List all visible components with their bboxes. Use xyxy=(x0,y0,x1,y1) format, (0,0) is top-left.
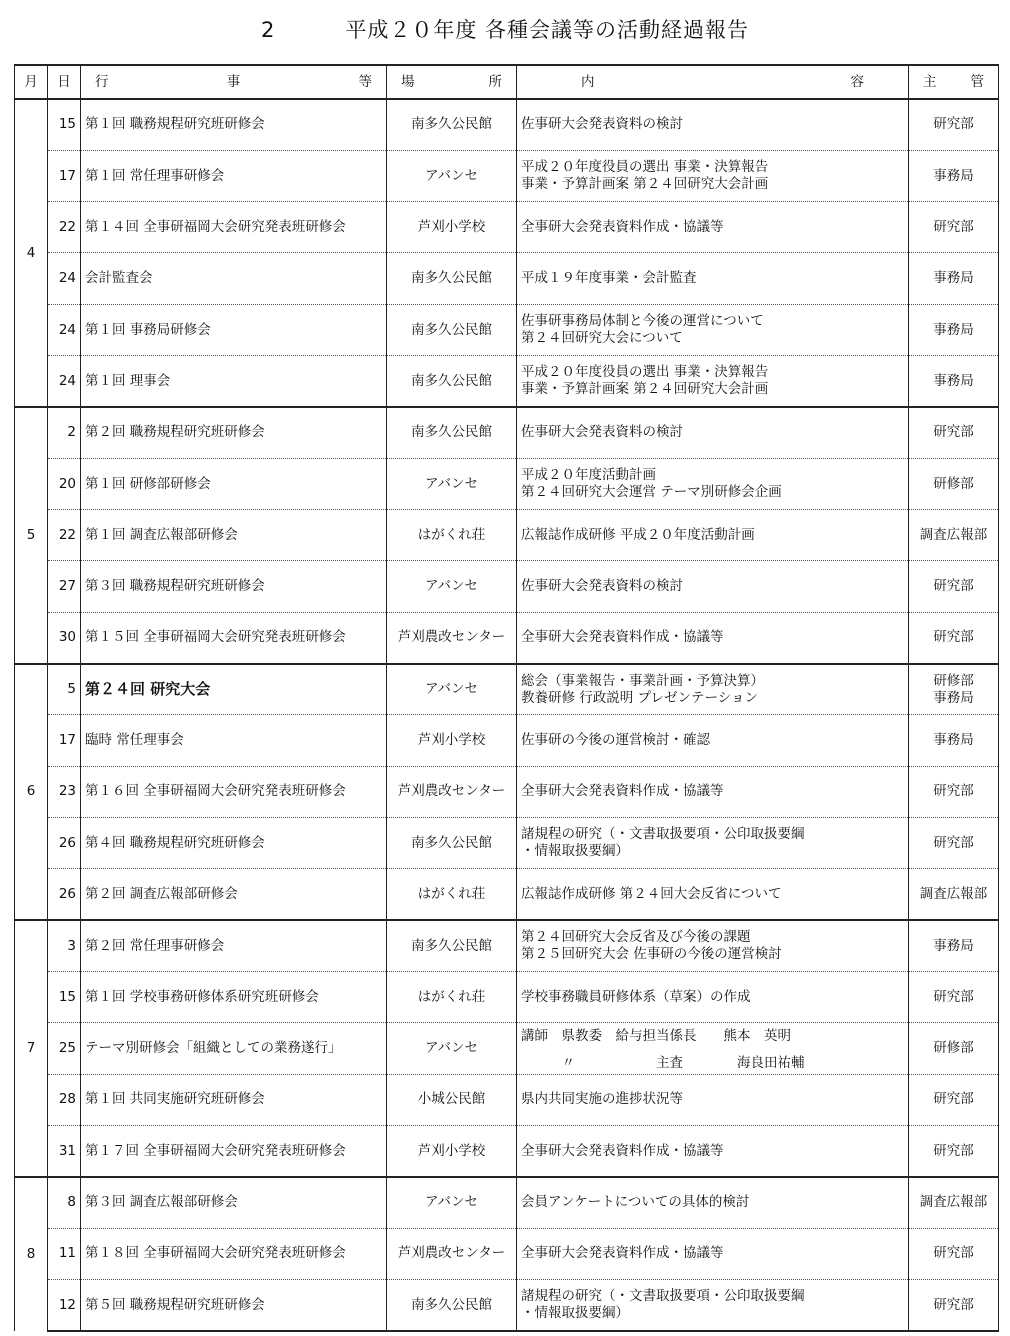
content-line: 平成２０年度役員の選出 事業・決算報告 xyxy=(521,159,769,176)
table-row xyxy=(15,253,999,304)
location-cell: 芦刈小学校 xyxy=(387,1126,517,1177)
content-line: 広報誌作成研修 平成２０年度活動計画 xyxy=(521,526,755,543)
content-line: 全事研大会発表資料作成・協議等 xyxy=(521,218,724,235)
location-cell: 芦刈農改センター xyxy=(387,766,517,817)
day-cell: 22 xyxy=(48,510,81,561)
content-cell xyxy=(517,356,909,407)
organizer-name: 研究部 xyxy=(933,1142,974,1159)
event-cell: 第３回 調査広報部研修会 xyxy=(81,1177,387,1228)
location-cell: 南多久公民館 xyxy=(387,920,517,971)
report-body xyxy=(15,99,999,1331)
header-event-char: 等 xyxy=(358,73,372,90)
content-line: 全事研大会発表資料作成・協議等 xyxy=(521,1142,724,1159)
location-cell: アバンセ xyxy=(387,561,517,612)
organizer-cell xyxy=(909,99,999,150)
table-row xyxy=(15,458,999,509)
day-cell: 8 xyxy=(48,1177,81,1228)
content-line: 平成１９年度事業・会計監査 xyxy=(521,270,697,287)
header-location xyxy=(387,65,517,99)
content-line: 諸規程の研究（・文書取扱要項・公印取扱要綱 xyxy=(521,1288,805,1305)
organizer-name: 研究部 xyxy=(933,1245,974,1262)
event-cell: 第１回 事務局研修会 xyxy=(81,304,387,355)
organizer-cell xyxy=(909,458,999,509)
organizer-name: 事務局 xyxy=(933,689,974,706)
organizer-name: 調査広報部 xyxy=(919,526,988,543)
table-row xyxy=(15,1177,999,1228)
organizer-cell xyxy=(909,510,999,561)
event-cell: 第１回 理事会 xyxy=(81,356,387,407)
organizer-cell xyxy=(909,1228,999,1279)
organizer-cell xyxy=(909,304,999,355)
content-cell xyxy=(517,510,909,561)
header-content-char: 容 xyxy=(850,73,864,90)
organizer-cell xyxy=(909,766,999,817)
event-cell: 第１回 学校事務研修体系研究班研修会 xyxy=(81,972,387,1023)
location-cell: はがくれ荘 xyxy=(387,510,517,561)
location-cell: はがくれ荘 xyxy=(387,972,517,1023)
content-cell xyxy=(517,920,909,971)
organizer-cell xyxy=(909,1280,999,1331)
organizer-cell xyxy=(909,356,999,407)
organizer-name: 事務局 xyxy=(933,732,974,749)
content-line: ・情報取扱要綱） xyxy=(521,1304,629,1321)
day-cell: 26 xyxy=(48,869,81,920)
event-cell: 臨時 常任理事会 xyxy=(81,715,387,766)
day-cell: 31 xyxy=(48,1126,81,1177)
organizer-name: 研究部 xyxy=(933,1091,974,1108)
content-cell xyxy=(517,253,909,304)
day-cell: 22 xyxy=(48,202,81,253)
event-cell: 第２回 常任理事研修会 xyxy=(81,920,387,971)
content-line: 総会（事業報告・事業計画・予算決算） xyxy=(521,672,764,689)
header-event xyxy=(81,65,387,99)
table-row xyxy=(15,818,999,869)
event-cell: 第２４回 研究大会 xyxy=(81,664,387,715)
content-line: 平成２０年度役員の選出 事業・決算報告 xyxy=(521,364,769,381)
table-row xyxy=(15,202,999,253)
location-cell: 南多久公民館 xyxy=(387,99,517,150)
location-cell: 南多久公民館 xyxy=(387,253,517,304)
organizer-name: 研修部 xyxy=(933,1040,974,1057)
organizer-name: 研究部 xyxy=(933,783,974,800)
location-cell: 小城公民館 xyxy=(387,1074,517,1125)
organizer-cell xyxy=(909,1177,999,1228)
organizer-cell xyxy=(909,1023,999,1074)
day-cell: 11 xyxy=(48,1228,81,1279)
content-line: 佐事研大会発表資料の検討 xyxy=(521,116,683,133)
content-cell xyxy=(517,1228,909,1279)
organizer-name: 研修部 xyxy=(933,475,974,492)
header-content xyxy=(517,65,909,99)
content-line: 県内共同実施の進捗状況等 xyxy=(521,1091,683,1108)
header-row xyxy=(15,65,999,99)
header-organizer xyxy=(909,65,999,99)
activity-report-table xyxy=(14,64,999,1332)
organizer-name: 研究部 xyxy=(933,116,974,133)
table-row xyxy=(15,920,999,971)
content-line: 佐事研大会発表資料の検討 xyxy=(521,424,683,441)
day-cell: 23 xyxy=(48,766,81,817)
table-row xyxy=(15,715,999,766)
location-cell: はがくれ荘 xyxy=(387,869,517,920)
location-cell: アバンセ xyxy=(387,458,517,509)
organizer-cell xyxy=(909,818,999,869)
organizer-name: 事務局 xyxy=(933,372,974,389)
day-cell: 30 xyxy=(48,612,81,663)
table-row xyxy=(15,304,999,355)
day-cell: 24 xyxy=(48,253,81,304)
content-cell xyxy=(517,99,909,150)
page-title xyxy=(0,14,1010,44)
title-text: 平成２０年度 各種会議等の活動経過報告 xyxy=(345,18,750,42)
day-cell: 17 xyxy=(48,715,81,766)
content-line: 第２５回研究大会 佐事研の今後の運営検討 xyxy=(521,946,782,963)
organizer-name: 調査広報部 xyxy=(919,1194,988,1211)
content-line: 会員アンケートについての具体的検討 xyxy=(521,1194,750,1211)
organizer-cell xyxy=(909,407,999,458)
content-cell xyxy=(517,1126,909,1177)
table-row xyxy=(15,766,999,817)
content-cell xyxy=(517,869,909,920)
organizer-cell xyxy=(909,202,999,253)
header-event-char: 行 xyxy=(95,73,109,90)
event-cell: テーマ別研修会「組織としての業務遂行」 xyxy=(81,1023,387,1074)
content-line: 事業・予算計画案 第２４回研究大会計画 xyxy=(521,381,769,398)
header-location-char: 所 xyxy=(488,73,502,90)
header-day: 日 xyxy=(48,65,81,99)
organizer-name: 調査広報部 xyxy=(919,885,988,902)
event-cell: 第２回 調査広報部研修会 xyxy=(81,869,387,920)
event-cell: 第５回 職務規程研究班研修会 xyxy=(81,1280,387,1331)
location-cell: 芦刈小学校 xyxy=(387,715,517,766)
table-row xyxy=(15,612,999,663)
event-cell: 第１５回 全事研福岡大会研究発表班研修会 xyxy=(81,612,387,663)
table-row xyxy=(15,869,999,920)
content-cell xyxy=(517,1177,909,1228)
day-cell: 24 xyxy=(48,356,81,407)
event-cell: 第１回 職務規程研究班研修会 xyxy=(81,99,387,150)
location-cell: アバンセ xyxy=(387,664,517,715)
event-cell: 第１８回 全事研福岡大会研究発表班研修会 xyxy=(81,1228,387,1279)
content-line: 事業・予算計画案 第２４回研究大会計画 xyxy=(521,175,769,192)
organizer-name: 事務局 xyxy=(933,321,974,338)
organizer-name: 事務局 xyxy=(933,937,974,954)
day-cell: 17 xyxy=(48,150,81,201)
organizer-name: 研究部 xyxy=(933,218,974,235)
location-cell: 芦刈小学校 xyxy=(387,202,517,253)
organizer-name: 研究部 xyxy=(933,988,974,1005)
content-line: 第２４回研究大会反省及び今後の課題 xyxy=(521,929,751,946)
content-cell xyxy=(517,150,909,201)
day-cell: 26 xyxy=(48,818,81,869)
content-line: 講師 県教委 給与担当係長 熊本 英明 xyxy=(521,1027,791,1044)
event-cell: 第４回 職務規程研究班研修会 xyxy=(81,818,387,869)
day-cell: 28 xyxy=(48,1074,81,1125)
organizer-cell xyxy=(909,150,999,201)
content-line: 佐事研事務局体制と今後の運営について xyxy=(521,313,764,330)
organizer-cell xyxy=(909,869,999,920)
month-cell: 7 xyxy=(15,920,48,1177)
content-line: 第２４回研究大会運営 テーマ別研修会企画 xyxy=(521,483,782,500)
table-row xyxy=(15,407,999,458)
event-cell: 会計監査会 xyxy=(81,253,387,304)
content-cell xyxy=(517,202,909,253)
organizer-cell xyxy=(909,612,999,663)
table-row xyxy=(15,150,999,201)
header-organizer-char: 管 xyxy=(970,73,984,90)
organizer-name: 事務局 xyxy=(933,270,974,287)
event-cell: 第３回 職務規程研究班研修会 xyxy=(81,561,387,612)
organizer-name: 研究部 xyxy=(933,834,974,851)
organizer-cell xyxy=(909,561,999,612)
content-cell xyxy=(517,458,909,509)
organizer-cell xyxy=(909,1126,999,1177)
location-cell: 南多久公民館 xyxy=(387,818,517,869)
organizer-cell xyxy=(909,253,999,304)
table-row xyxy=(15,1280,999,1331)
event-cell: 第１６回 全事研福岡大会研究発表班研修会 xyxy=(81,766,387,817)
content-line: 全事研大会発表資料作成・協議等 xyxy=(521,783,724,800)
location-cell: 南多久公民館 xyxy=(387,407,517,458)
day-cell: 27 xyxy=(48,561,81,612)
table-row xyxy=(15,1074,999,1125)
event-cell: 第１回 共同実施研究班研修会 xyxy=(81,1074,387,1125)
organizer-cell xyxy=(909,1074,999,1125)
day-cell: 2 xyxy=(48,407,81,458)
content-line: 〃 主査 海良田祐輔 xyxy=(521,1054,805,1071)
content-cell xyxy=(517,766,909,817)
header-month: 月 xyxy=(15,65,48,99)
content-line: 佐事研大会発表資料の検討 xyxy=(521,578,683,595)
table-row xyxy=(15,510,999,561)
organizer-name: 研修部 xyxy=(933,672,974,689)
organizer-name: 事務局 xyxy=(933,167,974,184)
table-row xyxy=(15,1228,999,1279)
header-location-char: 場 xyxy=(401,73,415,90)
day-cell: 5 xyxy=(48,664,81,715)
location-cell: アバンセ xyxy=(387,1177,517,1228)
content-cell xyxy=(517,715,909,766)
content-cell xyxy=(517,1280,909,1331)
event-cell: 第２回 職務規程研究班研修会 xyxy=(81,407,387,458)
table-row xyxy=(15,1126,999,1177)
day-cell: 15 xyxy=(48,972,81,1023)
content-line: 諸規程の研究（・文書取扱要項・公印取扱要綱 xyxy=(521,826,805,843)
day-cell: 12 xyxy=(48,1280,81,1331)
table-row xyxy=(15,972,999,1023)
table-row xyxy=(15,356,999,407)
organizer-cell xyxy=(909,715,999,766)
content-line: 平成２０年度活動計画 xyxy=(521,467,656,484)
content-cell xyxy=(517,561,909,612)
event-cell: 第１回 調査広報部研修会 xyxy=(81,510,387,561)
event-cell: 第１回 研修部研修会 xyxy=(81,458,387,509)
content-line: 佐事研の今後の運営検討・確認 xyxy=(521,732,710,749)
table-row xyxy=(15,664,999,715)
location-cell: 南多久公民館 xyxy=(387,1280,517,1331)
content-line: 教養研修 行政説明 プレゼンテーション xyxy=(521,689,759,706)
location-cell: 芦刈農改センター xyxy=(387,1228,517,1279)
organizer-cell xyxy=(909,664,999,715)
day-cell: 3 xyxy=(48,920,81,971)
organizer-cell xyxy=(909,972,999,1023)
content-cell xyxy=(517,304,909,355)
month-cell: 6 xyxy=(15,664,48,921)
header-event-char: 事 xyxy=(226,73,241,90)
content-line: 全事研大会発表資料作成・協議等 xyxy=(521,629,724,646)
month-cell: 8 xyxy=(15,1177,48,1331)
month-cell: 5 xyxy=(15,407,48,664)
content-cell xyxy=(517,1023,909,1074)
title-number: 2 xyxy=(260,18,276,42)
month-cell: 4 xyxy=(15,99,48,407)
content-line: 学校事務職員研修体系（草案）の作成 xyxy=(521,988,751,1005)
table-row xyxy=(15,561,999,612)
event-cell: 第１７回 全事研福岡大会研究発表班研修会 xyxy=(81,1126,387,1177)
header-content-char: 内 xyxy=(581,73,595,90)
content-cell xyxy=(517,612,909,663)
location-cell: 南多久公民館 xyxy=(387,356,517,407)
content-line: 全事研大会発表資料作成・協議等 xyxy=(521,1245,724,1262)
content-cell xyxy=(517,818,909,869)
day-cell: 25 xyxy=(48,1023,81,1074)
content-cell xyxy=(517,664,909,715)
content-line: ・情報取扱要綱） xyxy=(521,843,629,860)
organizer-cell xyxy=(909,920,999,971)
organizer-name: 研究部 xyxy=(933,424,974,441)
day-cell: 20 xyxy=(48,458,81,509)
content-line: 第２４回研究大会について xyxy=(521,329,683,346)
table-row xyxy=(15,1023,999,1074)
content-cell xyxy=(517,407,909,458)
content-line: 広報誌作成研修 第２４回大会反省について xyxy=(521,885,782,902)
content-cell xyxy=(517,972,909,1023)
organizer-name: 研究部 xyxy=(933,1296,974,1313)
organizer-name: 研究部 xyxy=(933,578,974,595)
location-cell: 南多久公民館 xyxy=(387,304,517,355)
table-row xyxy=(15,99,999,150)
day-cell: 24 xyxy=(48,304,81,355)
event-cell: 第１回 常任理事研修会 xyxy=(81,150,387,201)
organizer-name: 研究部 xyxy=(933,629,974,646)
location-cell: 芦刈農改センター xyxy=(387,612,517,663)
content-cell xyxy=(517,1074,909,1125)
day-cell: 15 xyxy=(48,99,81,150)
header-organizer-char: 主 xyxy=(923,73,937,90)
event-cell: 第１４回 全事研福岡大会研究発表班研修会 xyxy=(81,202,387,253)
location-cell: アバンセ xyxy=(387,1023,517,1074)
location-cell: アバンセ xyxy=(387,150,517,201)
